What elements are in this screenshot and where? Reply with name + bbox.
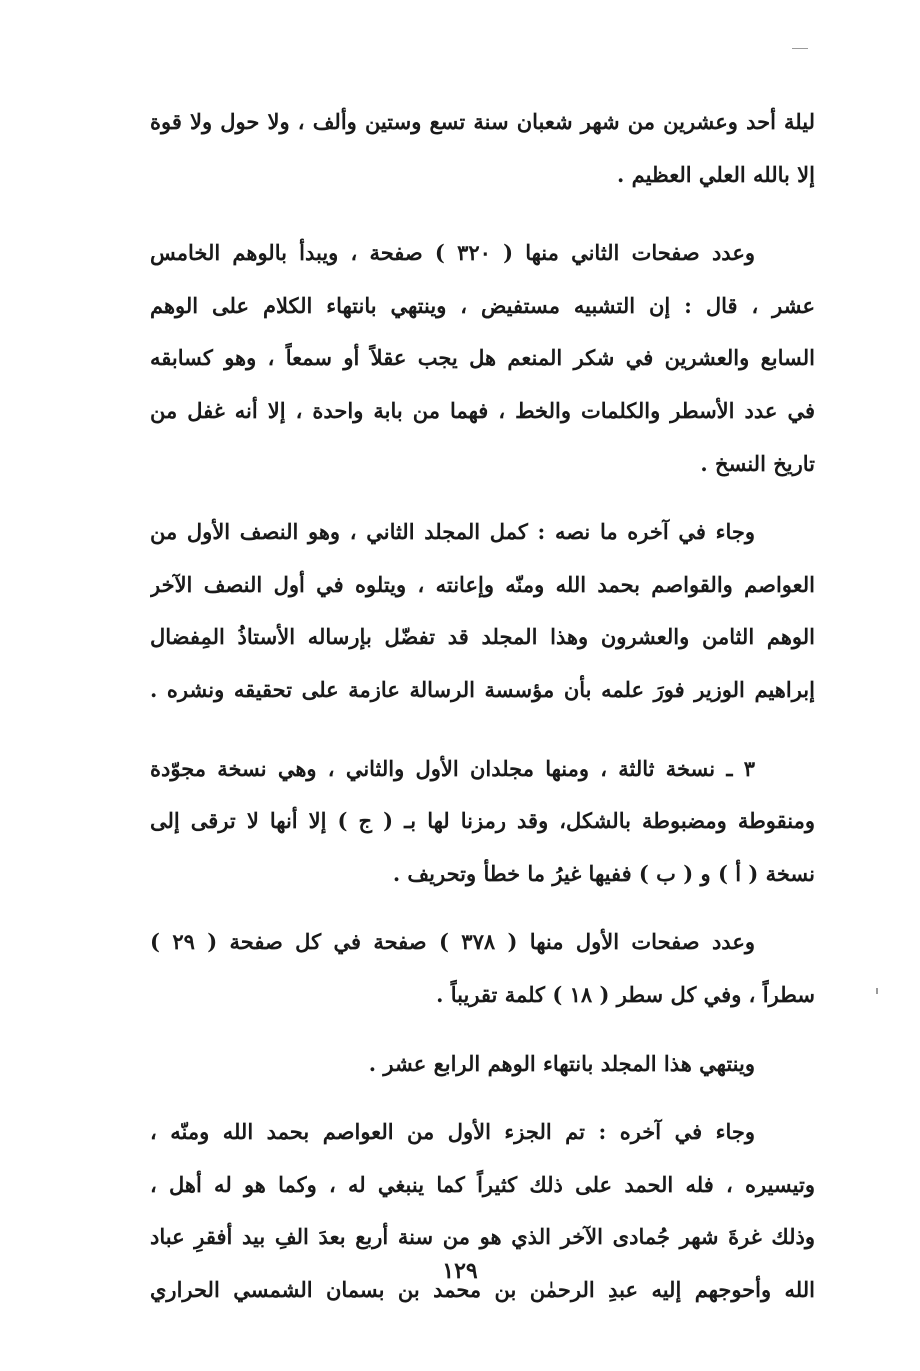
scan-mark — [876, 988, 878, 994]
paragraph — [150, 96, 815, 201]
text-line: وذلك غرةَ شهر جُمادى الآخر الذي هو من سنة أربع بعدَ الفِ بيد أفقرِ عباد — [150, 1224, 815, 1250]
paragraph — [150, 227, 815, 490]
text-line: سطراً ، وفي كل سطر ( ١٨ ) كلمة تقريباً . — [436, 981, 815, 1007]
text-line: وعدد صفحات الأول منها ( ٣٧٨ ) صفحة في كل صفحة ( ٢٩ ) — [150, 929, 756, 955]
text-line: ومنقوطة ومضبوطة بالشكل، وقد رمزنا لها بـ ( ج ) إلا أنها لا ترقى إلى — [150, 808, 815, 834]
text-line: الوهم الثامن والعشرون وهذا المجلد قد تفضّل بإرساله الأستاذُ المِفضال — [150, 624, 815, 650]
text-line: إبراهيم الوزير فورَ علمه بأن مؤسسة الرسالة عازمة على تحقيقه ونشره . — [150, 676, 815, 702]
text-line: ليلة أحد وعشرين من شهر شعبان سنة تسع وستين وألف ، ولا حول ولا قوة — [150, 109, 815, 134]
text-line: وجاء في آخره : تم الجزء الأول من العواصم بحمد الله ومنّه ، — [150, 1119, 755, 1145]
text-line: وجاء في آخره ما نصه : كمل المجلد الثاني ، وهو النصف الأول من — [150, 519, 755, 545]
body-text — [150, 96, 815, 1316]
text-line: نسخة ( أ ) و ( ب ) ففيها غيرُ ما خطأ وتحريف . — [392, 860, 815, 886]
text-line: ٣ ـ نسخة ثالثة ، ومنها مجلدان الأول والثاني ، وهي نسخة مجوّدة — [150, 755, 755, 781]
paragraph — [150, 1038, 815, 1091]
text-line: وعدد صفحات الثاني منها ( ٣٢٠ ) صفحة ، ويبدأ بالوهم الخامس — [150, 240, 755, 266]
paragraph — [150, 1106, 815, 1316]
text-line: عشر ، قال : إن التشبيه مستفيض ، وينتهي بانتهاء الكلام على الوهم — [150, 292, 815, 318]
text-line: إلا بالله العلي العظيم . — [617, 161, 815, 187]
text-line: في عدد الأسطر والكلمات والخط ، فهما من بابة واحدة ، إلا أنه غفل من — [150, 397, 815, 423]
text-line: الله وأحوجهم إليه عبدِ الرحمٰن بن محمد بن بسمان الشمسي الحراري — [150, 1276, 815, 1302]
paragraph — [150, 916, 815, 1021]
text-line: السابع والعشرين في شكر المنعم هل يجب عقلاً أو سمعاً ، وهو كسابقه — [150, 345, 815, 371]
text-line: العواصم والقواصم بحمد الله ومنّه وإعانته ، ويتلوه في أول النصف الآخر — [150, 571, 815, 597]
paragraph — [150, 743, 815, 901]
scan-mark — [792, 48, 808, 49]
text-line: وينتهي هذا المجلد بانتهاء الوهم الرابع عشر . — [368, 1050, 755, 1076]
paragraph — [150, 506, 815, 716]
text-line: وتيسيره ، فله الحمد على ذلك كثيراً كما ينبغي له ، وكما هو له أهل ، — [150, 1171, 815, 1197]
text-line: تاريخ النسخ . — [700, 450, 815, 476]
page-number: ١٢٩ — [442, 1258, 478, 1284]
